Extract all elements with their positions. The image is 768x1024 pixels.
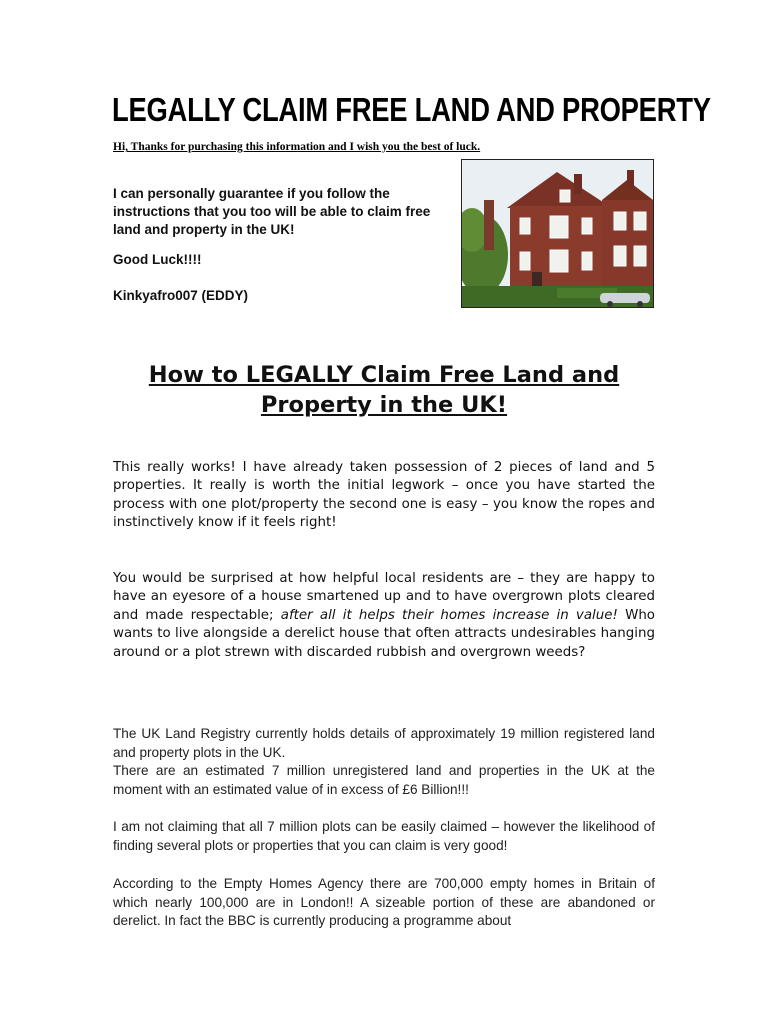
thanks-line: Hi, Thanks for purchasing this information and I wish you the best of luck. xyxy=(113,141,481,153)
house-photo xyxy=(461,159,654,308)
author-signature: Kinkyafro007 (EDDY) xyxy=(113,288,249,303)
intro-guarantee: I can personally guarantee if you follow the instructions that you too will be able to claim free land and property in the UK! xyxy=(113,186,431,237)
paragraph-possession: This really works! I have already taken possession of 2 pieces of land and 5 properties. It really is worth the initial legwork – once you have started the process with one plot/property the second one is easy – you know the ropes and instinctively know if it feels right! xyxy=(113,460,655,531)
paragraph-claim-likelihood: I am not claiming that all 7 million plots can be easily claimed – however the likelihood of finding several plots or properties that you can claim is very good! xyxy=(113,819,655,853)
section-heading: How to LEGALLY Claim Free Land and Property in the UK! xyxy=(148,362,620,418)
paragraph-residents-start: You would be surprised at how helpful local residents are – they are happy to have an eyesore of a house smartened up and to have overgrown plots cleared and made respectable; xyxy=(113,571,655,623)
paragraph-residents-italic: after all it helps their homes increase in value! xyxy=(280,607,618,623)
document-title: LEGALLY CLAIM FREE LAND AND PROPERTY xyxy=(112,91,711,128)
paragraph-residents-end: Who wants to live alongside a derelict house that often attracts undesirables hanging around or a plot strewn with discarded rubbish and overgrown weeds? xyxy=(113,607,655,660)
paragraph-empty-homes: According to the Empty Homes Agency there are 700,000 empty homes in Britain of which nearly 100,000 are in London!! A sizeable portion of these are abandoned or derelict. In fact the BBC is currently producing a programme about xyxy=(113,876,655,929)
paragraph-land-registry xyxy=(113,725,655,799)
good-luck-text: Good Luck!!!! xyxy=(113,252,202,267)
unregistered-land-text: There are an estimated 7 million unregistered land and properties in the UK at the moment with an estimated value of in excess of £6 Billion!!! xyxy=(113,763,655,797)
land-registry-text: The UK Land Registry currently holds details of approximately 19 million registered land and property plots in the UK. xyxy=(113,726,655,760)
paragraph-residents xyxy=(113,570,655,662)
